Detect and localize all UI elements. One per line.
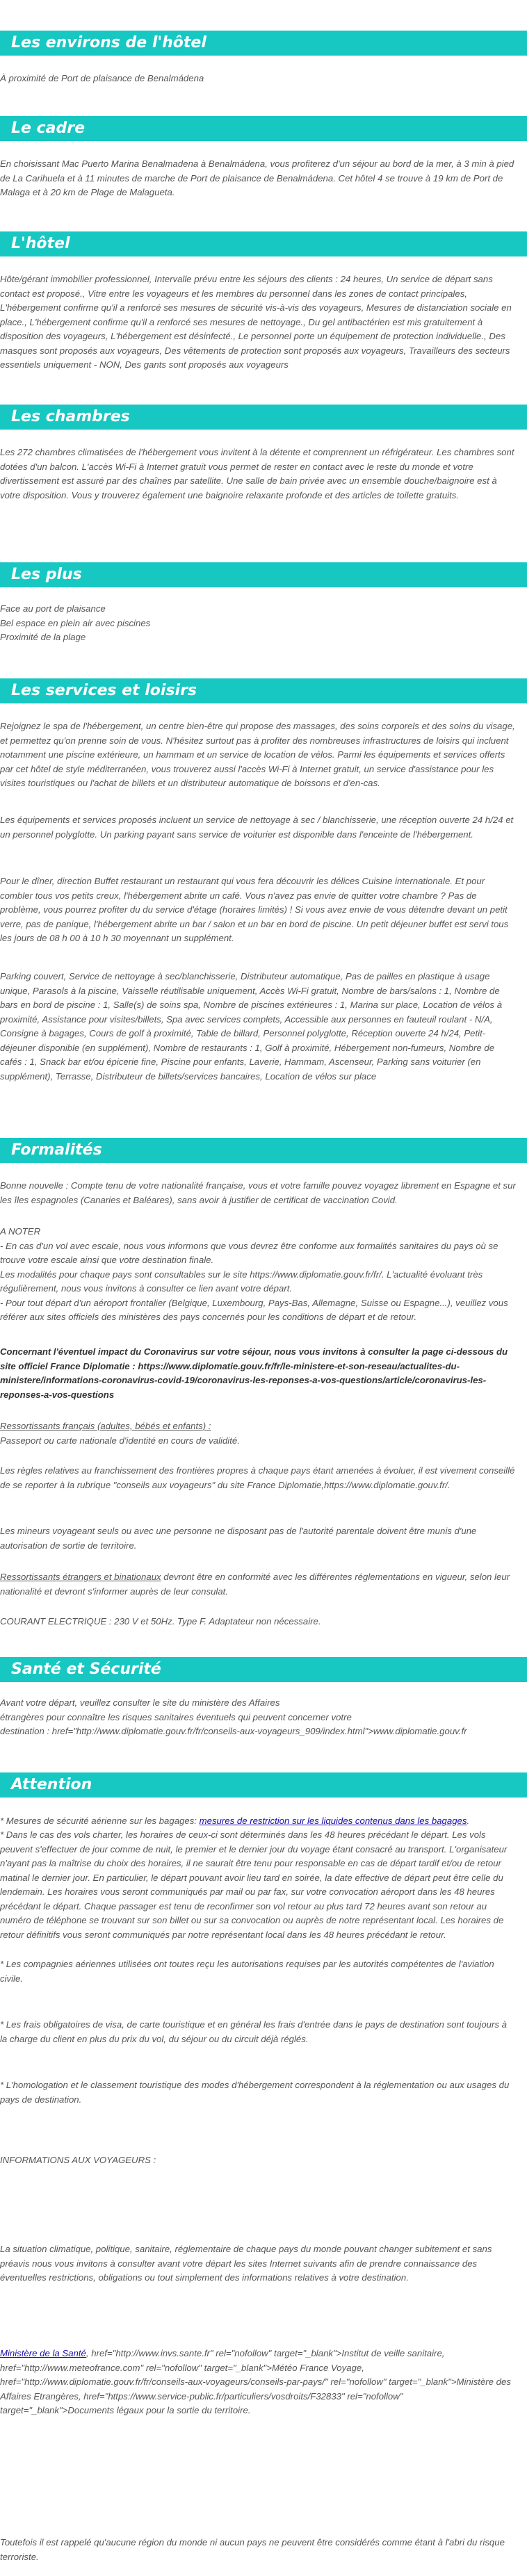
anoter-line: - En cas d'un vol avec escale, nous vous informons que vous devrez être conforme aux formalités sanitaires du pays où se trouve votre escale ainsi que votre destination finale. bbox=[0, 1240, 498, 1265]
sante-line: destination : href="http://www.diplomatie.gouv.fr/fr/conseils-aux-voyageurs_909/index.html">www.diplomatie.gouv.fr bbox=[0, 1726, 467, 1736]
attention-situation: La situation climatique, politique, sanitaire, réglementaire de chaque pays du monde pouvant changer subitement et sans préavis nous vous invitons à consulter avant votre départ les sites Internet suivants afin de prendre connaissance des éventuelles restrictions, obligations ou tout simplement des informations relatives à votre destination. bbox=[0, 2244, 492, 2283]
attention-infos-title: INFORMATIONS AUX VOYAGEURS : bbox=[0, 2155, 156, 2165]
formalites-mineurs: Les mineurs voyageant seuls ou avec une personne ne disposant pas de l'autorité parentale doivent être munis d'une autorisation de sortie de territoire. bbox=[0, 1526, 477, 1551]
section-title-chambres: Les chambres bbox=[0, 405, 527, 430]
plus-item: Proximité de la plage bbox=[0, 632, 86, 642]
formalites-intro: Bonne nouvelle : Compte tenu de votre nationalité française, vous et votre famille pouvez voyagez librement en Espagne et sur les îles espagnoles (Canaries et Baléares), sans avoir à justifier de certificat de vaccination Covid. bbox=[0, 1180, 516, 1205]
plus-list bbox=[0, 602, 516, 645]
section-title-attention: Attention bbox=[0, 1772, 527, 1798]
mesures-prefix: * Mesures de sécurité aérienne sur les bagages: bbox=[0, 1816, 200, 1826]
section-title-plus: Les plus bbox=[0, 562, 527, 587]
section-title-environs: Les environs de l'hôtel bbox=[0, 31, 527, 56]
services-p2: Les équipements et services proposés incluent un service de nettoyage à sec / blanchisserie, une réception ouverte 24 h/24 et un personnel polyglotte. Un parking payant sans service de voiturier est disponible dans l'enceinte de l'hébergement. bbox=[0, 815, 514, 840]
anoter-line: Les modalités pour chaque pays sont consultables sur le site https://www.diplomatie.gouv.fr/fr/. L'actualité évoluant très régulièrement, nous vous invitons à consulter ce lien avant votre départ. bbox=[0, 1269, 483, 1294]
ministere-sante-link[interactable]: Ministère de la Santé bbox=[0, 2348, 86, 2358]
plus-item: Bel espace en plein air avec piscines bbox=[0, 617, 151, 628]
services-p4: Parking couvert, Service de nettoyage à sec/blanchisserie, Distributeur automatique, Pas de pailles en plastique à usage unique, Parasols à la piscine, Vaisselle réutilisable uniquement, Accès Wi-Fi gratuit, Nombre de bars/salons : 1, Nombre de bars en bord de piscine : 1, Salle(s) de soins spa, Nombre de piscines extérieures : 1, Marina sur place, Location de vélos à proximité, Assistance pour visites/billets, Spa avec services complets, Accessible aux personnes en fauteuil roulant - N/A, Consigne à bagages, Cours de golf à proximité, Table de billard, Personnel polyglotte, Réception ouverte 24 h/24, Petit-déjeuner disponible (en supplément), Nombre de restaurants : 1, Golf à proximité, Hébergement non-fumeurs, Nombre de cafés : 1, Snack bar et/ou épicerie fine, Piscine pour enfants, Laverie, Hammam, Ascenseur, Parking sans voiturier (en supplément), Terrasse, Distributeur de billets/services bancaires, Location de vélos sur place bbox=[0, 971, 503, 1082]
ressortissants-label: Ressortissants français (adultes, bébés et enfants) : bbox=[0, 1421, 211, 1431]
plus-item: Face au port de plaisance bbox=[0, 603, 106, 614]
anoter-title: A NOTER bbox=[0, 1226, 41, 1237]
sante-text bbox=[0, 1696, 516, 1739]
attention-ministere bbox=[0, 2347, 516, 2418]
hotel-text: Hôte/gérant immobilier professionnel, Intervalle prévu entre les séjours des clients : 24 heures, Un service de départ sans contact est proposé., Vitre entre les voyageurs et les membres du personnel dans les zones de contact principales, L'hébergement confirme qu'il a renforcé ses mesures de sécurité vis-à-vis des voyageurs, Mesures de distanciation sociale en place., L'hébergement confirme qu'il a renforcé ses mesures de nettoyage., Du gel antibactérien est mis gratuitement à disposition des voyageurs, L'hébergement est désinfecté., Le personnel porte un équipement de protection individuelle., Des masques sont proposés aux voyageurs, Des vêtements de protection sont proposés aux voyageurs, Travailleurs des secteurs essentiels uniquement - NON, Des gants sont proposés aux voyageurs bbox=[0, 274, 512, 370]
services-p3: Pour le dîner, direction Buffet restaurant un restaurant qui vous fera découvrir les délices Cuisine internationale. Et pour combler tous vos petits creux, l'hébergement abrite un café. Vous n'avez pas envie de quitter votre chambre ? Pas de problème, vous pourrez profiter du du service d'étage (horaires limités) ! Si vous avez envie de vous détendre devant un petit verre, pas de panique, l'hébergement abrite un bar / salon et un bar en bord de piscine. Un petit déjeuner buffet est servi tous les jours de 08 h 00 à 10 h 30 moyennant un supplément. bbox=[0, 876, 509, 943]
attention-frais: * Les frais obligatoires de visa, de carte touristique et en général les frais d'entrée dans le pays de destination sont toujours à la charge du client en plus du prix du vol, du séjour ou du circuit déjà réglés. bbox=[0, 2019, 507, 2044]
services-p1: Rejoignez le spa de l'hébergement, un centre bien-être qui propose des massages, des soins corporels et des soins du visage, et permettez qu'on prenne soin de vous. N'hésitez surtout pas à profiter des nombreuses infrastructures de loisirs qui incluent notamment une piscine extérieure, un hammam et un service de location de vélos. Parmi les équipements et services offerts par cet hôtel de style méditerranéen, vous trouverez aussi l'accès Wi-Fi à Internet gratuit, un service d'assistance pour les visites touristiques ou l'achat de billets et un distributeur automatique de boissons et d'en-cas. bbox=[0, 721, 515, 788]
formalites-ressortissants bbox=[0, 1419, 516, 1448]
chambres-text: Les 272 chambres climatisées de l'hébergement vous invitent à la détente et comprennent un réfrigérateur. Les chambres sont dotées d'un balcon. L'accès Wi-Fi à Internet gratuit vous permet de rester en contact avec le reste du monde et votre divertissement est assuré par des chaînes par satellite. Une salle de bain privée avec un ensemble douche/baignoire est à votre disposition. Vous y trouverez également une baignoire relaxante profonde et des articles de toilette gratuits. bbox=[0, 447, 514, 500]
attention-mesures bbox=[0, 1814, 516, 1829]
cadre-text: En choisissant Mac Puerto Marina Benalmadena à Benalmádena, vous profiterez d'un séjour au bord de la mer, à 3 min à pied de La Carihuela et à 11 minutes de marche de Port de plaisance de Benalmádena. Cet hôtel 4 se trouve à 19 km de Port de Malaga et à 20 km de Plage de Malagueta. bbox=[0, 158, 514, 197]
section-title-services: Les services et loisirs bbox=[0, 678, 527, 703]
attention-charter: * Dans le cas des vols charter, les horaires de ceux-ci sont déterminés dans les 48 heures précédant le départ. Les vols peuvent s'effectuer de jour comme de nuit, le premier et le dernier jour du voyage étant consacré au transport. L'organisateur n'ayant pas la maîtrise du choix des horaires, il ne saurait être tenu pour responsable en cas de départ tardif et/ou de retour matinal le dernier jour. En particulier, le départ pouvant avoir lieu tard en soirée, la date effective de départ peut être celle du lendemain. Les horaires vous seront communiqués par mail ou par fax, sur votre convocation aéroport dans les 48 heures précédant le départ. Chaque passager est tenu de reconfirmer son vol retour au plus tard 72 heures avant son retour au numéro de téléphone se trouvant sur son billet ou sur sa convocation ou auprès de notre représentant local. Les horaires de retour définitifs vous seront communiqués par notre représentant local dans les 48 heures précédant le retour. bbox=[0, 1829, 508, 1940]
environs-text: À proximité de Port de plaisance de Benalmádena bbox=[0, 73, 204, 83]
sante-line: étrangères pour connaître les risques sanitaires éventuels qui peuvent concerner votre bbox=[0, 1711, 352, 1722]
section-title-formalites: Formalités bbox=[0, 1138, 527, 1163]
formalites-regles: Les règles relatives au franchissement des frontières propres à chaque pays étant amenées à évoluer, il est vivement conseillé de se reporter à la rubrique "conseils aux voyageurs" du site France Diplomatie,https://www.diplomatie.gouv.fr/. bbox=[0, 1465, 515, 1490]
attention-compagnies: * Les compagnies aériennes utilisées ont toutes reçu les autorisations requises par les autorités compétentes de l'aviation civile. bbox=[0, 1959, 494, 1984]
ressortissants-text: Passeport ou carte nationale d'identité en cours de validité. bbox=[0, 1435, 240, 1446]
formalites-etrangers bbox=[0, 1570, 516, 1599]
formalites-anoter bbox=[0, 1225, 516, 1325]
mesures-restriction-link[interactable]: mesures de restriction sur les liquides contenus dans les bagages bbox=[199, 1816, 467, 1826]
formalites-courant: COURANT ELECTRIQUE : 230 V et 50Hz. Type F. Adaptateur non nécessaire. bbox=[0, 1616, 321, 1627]
section-title-cadre: Le cadre bbox=[0, 116, 527, 141]
section-title-hotel: L'hôtel bbox=[0, 231, 527, 256]
etrangers-text: devront être en conformité avec les différentes réglementations en vigueur, selon leur nationalité et devront s'informer auprès de leur consulat. bbox=[0, 1572, 510, 1597]
attention-terrorisme: Toutefois il est rappelé qu'aucune région du monde ni aucun pays ne peuvent être considérés comme étant à l'abri du risque terroriste. bbox=[0, 2537, 505, 2562]
ministere-rest: , href="http://www.invs.sante.fr" rel="nofollow" target="_blank">Institut de veille sanitaire, href="http://www.meteofrance.com" rel="nofollow" target="_blank">Météo France Voyage, href="http://www.diplomatie.gouv.fr/fr/conseils-aux-voyageurs/conseils-par-pays/" rel="nofollow" target="_blank">Ministère des Affaires Etrangères, href="https://www.service-public.fr/particuliers/vosdroits/F32833" rel="nofollow" target="_blank">Documents légaux pour la sortie du territoire. bbox=[0, 2348, 511, 2415]
attention-homologation: * L'homologation et le classement touristique des modes d'hébergement correspondent à la réglementation ou aux usages du pays de destination. bbox=[0, 2080, 510, 2105]
anoter-line: - Pour tout départ d'un aéroport frontalier (Belgique, Luxembourg, Pays-Bas, Allemagne, Suisse ou Espagne...), veuillez vous référer aux sites officiels des ministères des pays concernés pour les conditions de départ et de retour. bbox=[0, 1297, 508, 1322]
formalites-covid: Concernant l'éventuel impact du Coronavirus sur votre séjour, nous vous invitons à consulter la page ci-dessous du site officiel France Diplomatie : https://www.diplomatie.gouv.fr/fr/le-ministere-et-son-reseau/actualites-du-ministere/informations-coronavirus-covid-19/coronavirus-les-reponses-a-vos-questions/article/coronavirus-les-reponses-a-vos-questions bbox=[0, 1346, 508, 1400]
etrangers-label: Ressortissants étrangers et binationaux bbox=[0, 1572, 161, 1582]
section-title-sante: Santé et Sécurité bbox=[0, 1657, 527, 1682]
sante-line: Avant votre départ, veuillez consulter le site du ministère des Affaires bbox=[0, 1697, 280, 1708]
mesures-suffix: . bbox=[467, 1816, 470, 1826]
